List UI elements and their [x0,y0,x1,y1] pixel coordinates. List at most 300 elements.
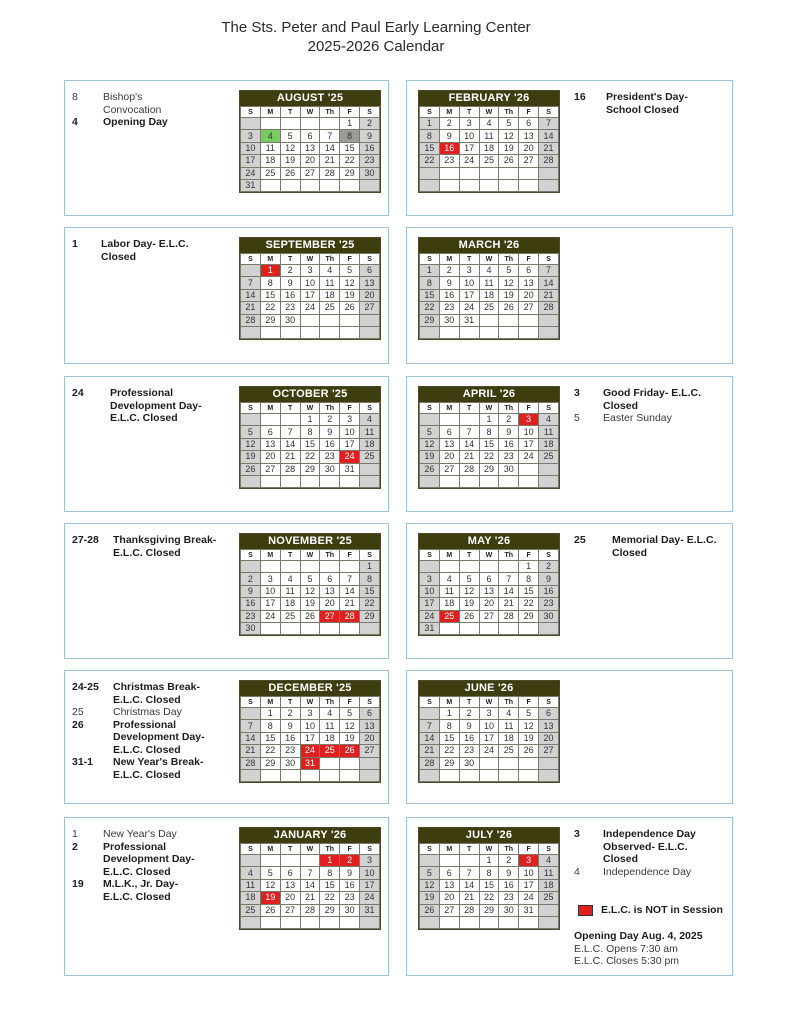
day-cell: 29 [340,167,360,179]
weekday-header: S [539,844,559,855]
empty-cell [280,326,300,338]
day-cell: 7 [280,426,300,438]
empty-cell [519,475,539,487]
day-cell: 10 [459,277,479,289]
day-cell: 22 [320,892,340,904]
day-cell: 25 [260,167,280,179]
empty-cell [420,414,440,426]
day-cell: 24 [360,892,380,904]
empty-cell [260,916,280,928]
day-cell: 28 [499,610,519,622]
day-cell: 3 [300,265,320,277]
empty-cell [439,179,459,191]
event-item [72,91,183,116]
month-title: JULY '26 [419,828,559,843]
day-cell: 3 [340,414,360,426]
day-cell: 1 [360,561,380,573]
empty-cell [519,326,539,338]
day-cell: 23 [499,892,519,904]
empty-cell [360,622,380,634]
empty-cell [539,904,559,916]
day-cell: 28 [539,302,559,314]
empty-cell [479,475,499,487]
day-cell: 29 [300,463,320,475]
day-cell: 8 [300,426,320,438]
day-cell: 29 [320,904,340,916]
day-cell: 6 [439,867,459,879]
weekday-header: S [360,403,380,414]
day-cell: 31 [519,904,539,916]
day-cell: 2 [499,414,519,426]
day-cell: 10 [241,142,261,154]
empty-cell [340,916,360,928]
empty-cell [241,475,261,487]
empty-cell [459,916,479,928]
day-cell: 19 [499,142,519,154]
day-cell: 23 [459,745,479,757]
day-cell: 22 [360,598,380,610]
month-calendar-nov [239,533,381,636]
day-cell: 26 [499,155,519,167]
empty-cell [420,769,440,781]
empty-cell [539,314,559,326]
day-cell: 31 [340,463,360,475]
day-cell: 9 [340,867,360,879]
day-cell: 3 [479,708,499,720]
day-cell: 4 [260,130,280,142]
weekday-header: T [459,844,479,855]
day-cell: 30 [499,904,519,916]
day-cell: 14 [420,732,440,744]
day-cell: 23 [280,745,300,757]
weekday-header: T [280,107,300,118]
day-cell: 28 [300,904,320,916]
event-text: Memorial Day- E.L.C. Closed [612,534,717,559]
day-cell: 6 [260,426,280,438]
legend-label: E.L.C. is NOT in Session [601,904,723,916]
weekday-header: S [241,697,261,708]
weekday-header: M [260,403,280,414]
events-may [574,534,732,559]
empty-cell [320,916,340,928]
empty-cell [539,463,559,475]
weekday-header: T [280,697,300,708]
day-cell: 25 [539,892,559,904]
event-item [72,878,203,903]
day-cell: 17 [519,879,539,891]
day-cell: 19 [420,892,440,904]
day-cell: 1 [320,855,340,867]
weekday-header: Th [320,107,340,118]
weekday-header: S [539,550,559,561]
events-sep [72,238,196,263]
day-cell: 12 [300,585,320,597]
day-cell: 17 [519,438,539,450]
event-date: 26 [72,718,84,731]
page-title [0,18,752,56]
day-cell: 10 [360,867,380,879]
empty-cell [420,708,440,720]
weekday-header: W [479,403,499,414]
day-cell: 28 [320,167,340,179]
event-text: President's Day- School Closed [606,91,688,116]
day-cell: 11 [499,720,519,732]
event-date: 8 [72,91,78,103]
day-cell: 31 [360,904,380,916]
day-cell: 11 [360,426,380,438]
day-cell: 2 [320,414,340,426]
day-cell: 12 [280,142,300,154]
day-cell: 4 [280,573,300,585]
empty-cell [439,855,459,867]
event-text: Christmas Day [113,706,182,718]
event-date: 31-1 [72,756,94,768]
weekday-header: M [439,403,459,414]
day-cell: 21 [280,451,300,463]
day-cell: 8 [260,720,280,732]
event-text: New Year's Break- E.L.C. Closed [113,756,204,781]
day-cell: 14 [280,438,300,450]
event-text: Independence Day Observed- E.L.C. Closed [603,828,696,865]
day-cell: 3 [519,414,539,426]
day-cell: 29 [360,610,380,622]
empty-cell [300,179,320,191]
empty-cell [300,916,320,928]
day-cell: 1 [439,708,459,720]
day-cell: 7 [499,573,519,585]
day-cell: 20 [519,289,539,301]
day-cell: 5 [340,265,360,277]
empty-cell [479,622,499,634]
day-cell: 14 [241,732,261,744]
event-item [574,866,713,879]
day-cell: 18 [439,598,459,610]
weekday-header: Th [320,697,340,708]
day-cell: 30 [360,167,380,179]
event-date: 4 [574,865,580,878]
empty-cell [340,757,360,769]
weekday-header: W [479,254,499,265]
event-item [574,534,732,559]
day-cell: 12 [420,438,440,450]
empty-cell [241,708,261,720]
day-cell: 4 [241,867,261,879]
day-cell: 6 [300,130,320,142]
event-date: 24 [72,387,84,399]
empty-cell [280,855,300,867]
weekday-header: S [241,403,261,414]
day-cell: 11 [280,585,300,597]
empty-cell [479,314,499,326]
day-cell: 27 [439,904,459,916]
month-title: AUGUST '25 [240,91,380,106]
day-cell: 13 [360,277,380,289]
day-cell: 6 [360,265,380,277]
event-text: Professional Development Day- E.L.C. Closed [110,387,202,424]
empty-cell [539,179,559,191]
day-cell: 25 [320,745,340,757]
day-cell: 4 [539,855,559,867]
empty-cell [320,561,340,573]
weekday-header: W [300,550,320,561]
event-item [72,534,223,559]
day-cell: 22 [420,302,440,314]
events-dec [72,681,213,781]
empty-cell [420,179,440,191]
event-date: 16 [574,91,586,103]
day-cell: 22 [340,155,360,167]
event-item [574,828,713,866]
day-cell: 16 [320,438,340,450]
day-cell: 8 [479,867,499,879]
day-cell: 8 [420,277,440,289]
empty-cell [360,463,380,475]
event-date: 19 [72,878,84,890]
day-cell: 14 [459,438,479,450]
month-title: JUNE '26 [419,681,559,696]
day-cell: 6 [519,118,539,130]
empty-cell [459,167,479,179]
day-cell: 26 [300,610,320,622]
empty-cell [459,622,479,634]
day-cell: 23 [439,155,459,167]
day-cell: 5 [459,573,479,585]
day-cell: 10 [300,720,320,732]
empty-cell [300,314,320,326]
day-cell: 4 [479,118,499,130]
day-cell: 24 [459,155,479,167]
weekday-header: S [420,550,440,561]
day-cell: 17 [340,438,360,450]
event-text: Christmas Break- E.L.C. Closed [113,681,200,706]
event-date: 2 [72,840,78,853]
day-cell: 28 [539,155,559,167]
weekday-header: T [459,254,479,265]
day-cell: 23 [539,598,559,610]
day-cell: 22 [439,745,459,757]
month-calendar-mar [418,237,560,340]
weekday-header: F [340,107,360,118]
day-cell: 17 [260,598,280,610]
events-oct [72,387,210,425]
day-cell: 4 [320,708,340,720]
empty-cell [260,855,280,867]
day-cell: 1 [340,118,360,130]
event-date: 27-28 [72,534,99,546]
day-cell: 20 [479,598,499,610]
day-cell: 6 [360,708,380,720]
empty-cell [300,118,320,130]
empty-cell [300,769,320,781]
weekday-header: W [300,254,320,265]
day-cell: 1 [260,265,280,277]
day-cell: 27 [519,302,539,314]
day-cell: 11 [479,277,499,289]
empty-cell [459,855,479,867]
day-cell: 29 [420,314,440,326]
events-nov [72,534,223,559]
day-cell: 22 [479,892,499,904]
empty-cell [280,561,300,573]
day-cell: 7 [420,720,440,732]
month-calendar-jun [418,680,560,783]
day-cell: 15 [439,732,459,744]
empty-cell [519,769,539,781]
day-cell: 2 [360,118,380,130]
day-cell: 23 [439,302,459,314]
empty-cell [300,855,320,867]
day-cell: 12 [340,720,360,732]
empty-cell [320,757,340,769]
day-cell: 3 [241,130,261,142]
empty-cell [300,561,320,573]
day-cell: 13 [280,879,300,891]
day-cell: 27 [519,155,539,167]
month-title: FEBRUARY '26 [419,91,559,106]
day-cell: 13 [519,277,539,289]
day-cell: 16 [360,142,380,154]
day-cell: 4 [539,414,559,426]
day-cell: 14 [320,142,340,154]
weekday-header: M [260,697,280,708]
day-cell: 10 [340,426,360,438]
event-item [72,719,213,757]
day-cell: 16 [439,142,459,154]
event-date: 25 [72,706,84,718]
day-cell: 8 [360,573,380,585]
day-cell: 16 [459,732,479,744]
day-cell: 19 [300,598,320,610]
empty-cell [459,414,479,426]
day-cell: 21 [300,892,320,904]
day-cell: 3 [420,573,440,585]
day-cell: 20 [260,451,280,463]
empty-cell [280,769,300,781]
event-item [72,828,203,841]
weekday-header: S [539,107,559,118]
weekday-header: Th [320,254,340,265]
calendar-year: 2025-2026 Calendar [307,38,445,55]
empty-cell [539,757,559,769]
day-cell: 16 [340,879,360,891]
empty-cell [439,769,459,781]
day-cell: 1 [479,855,499,867]
empty-cell [479,179,499,191]
day-cell: 29 [479,904,499,916]
day-cell: 2 [539,561,559,573]
day-cell: 7 [320,130,340,142]
day-cell: 12 [420,879,440,891]
event-item [72,756,213,781]
weekday-header: F [340,254,360,265]
day-cell: 8 [420,130,440,142]
weekday-header: S [360,254,380,265]
empty-cell [241,265,261,277]
empty-cell [439,414,459,426]
day-cell: 15 [519,585,539,597]
opening-info [574,930,703,968]
day-cell: 17 [241,155,261,167]
day-cell: 4 [320,265,340,277]
day-cell: 2 [459,708,479,720]
day-cell: 28 [280,463,300,475]
weekday-header: M [260,844,280,855]
event-item [574,91,701,116]
day-cell: 26 [459,610,479,622]
event-text: Good Friday- E.L.C. Closed [603,387,702,412]
day-cell: 18 [320,289,340,301]
day-cell: 7 [539,118,559,130]
empty-cell [459,561,479,573]
day-cell: 29 [519,610,539,622]
day-cell: 24 [300,302,320,314]
day-cell: 4 [360,414,380,426]
empty-cell [280,622,300,634]
day-cell: 29 [260,757,280,769]
weekday-header: T [459,550,479,561]
day-cell: 19 [499,289,519,301]
legend [578,904,723,916]
event-date: 3 [574,387,580,399]
empty-cell [519,916,539,928]
empty-cell [260,326,280,338]
empty-cell [539,167,559,179]
day-cell: 8 [439,720,459,732]
weekday-header: T [280,550,300,561]
empty-cell [360,179,380,191]
event-text: New Year's Day [103,828,177,840]
weekday-header: Th [320,844,340,855]
empty-cell [539,326,559,338]
day-cell: 28 [459,904,479,916]
day-cell: 20 [519,142,539,154]
day-cell: 23 [280,302,300,314]
empty-cell [519,622,539,634]
day-cell: 3 [360,855,380,867]
day-cell: 20 [300,155,320,167]
empty-cell [420,561,440,573]
event-text: M.L.K., Jr. Day- E.L.C. Closed [103,878,179,903]
day-cell: 18 [241,892,261,904]
day-cell: 21 [499,598,519,610]
empty-cell [260,475,280,487]
events-jul [574,828,713,878]
empty-cell [499,475,519,487]
weekday-header: S [360,697,380,708]
empty-cell [439,622,459,634]
day-cell: 21 [539,142,559,154]
day-cell: 5 [300,573,320,585]
empty-cell [260,622,280,634]
day-cell: 10 [420,585,440,597]
day-cell: 15 [300,438,320,450]
empty-cell [320,326,340,338]
empty-cell [320,118,340,130]
empty-cell [519,757,539,769]
day-cell: 26 [499,302,519,314]
empty-cell [340,475,360,487]
day-cell: 14 [340,585,360,597]
weekday-header: M [439,550,459,561]
event-text: Independence Day [603,865,692,878]
empty-cell [519,463,539,475]
day-cell: 27 [300,167,320,179]
day-cell: 27 [260,463,280,475]
day-cell: 3 [260,573,280,585]
day-cell: 24 [241,167,261,179]
day-cell: 13 [519,130,539,142]
day-cell: 17 [360,879,380,891]
